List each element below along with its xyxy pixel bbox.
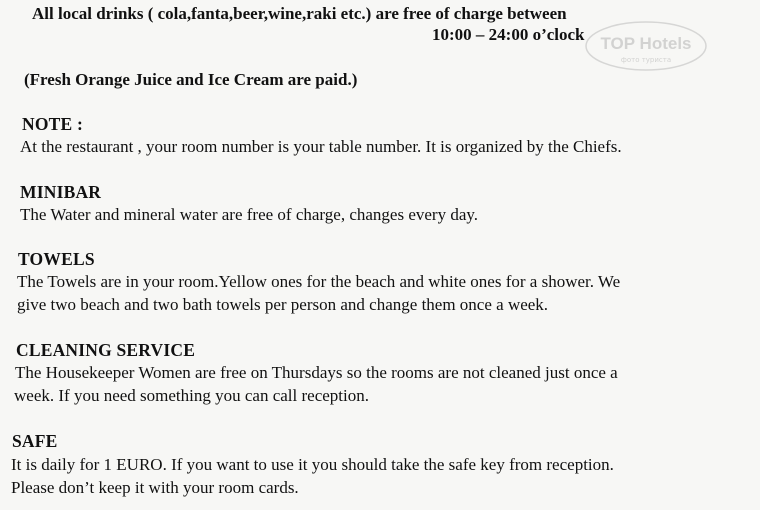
towels-heading: TOWELS	[18, 249, 95, 269]
towels-text-line-2: give two beach and two bath towels per person and change them once a week.	[17, 295, 549, 314]
safe-text-line-1: It is daily for 1 EURO. If you want to use it you should take the safe key from reception.	[11, 455, 614, 474]
safe-heading: SAFE	[12, 431, 58, 451]
watermark-logo	[584, 20, 708, 72]
watermark-text: TOP Hotels	[600, 34, 692, 53]
minibar-heading: MINIBAR	[20, 182, 102, 202]
safe-text-line-2: Please don’t keep it with your room cards.	[11, 478, 299, 497]
drinks-free-line: All local drinks ( cola,fanta,beer,wine,raki etc.) are free of charge between	[32, 4, 567, 23]
cleaning-text-line-2: week. If you need something you can call reception.	[14, 386, 369, 405]
cleaning-text-line-1: The Housekeeper Women are free on Thursdays so the rooms are not cleaned just once a	[15, 363, 618, 382]
towels-text-line-1: The Towels are in your room.Yellow ones for the beach and white ones for a shower. We	[17, 272, 621, 291]
minibar-text-line-1: The Water and mineral water are free of charge, changes every day.	[20, 205, 479, 224]
note-heading: NOTE :	[22, 114, 83, 134]
paid-items-note: (Fresh Orange Juice and Ice Cream are paid.)	[24, 70, 358, 89]
watermark-subtext: фото туриста	[620, 56, 672, 64]
drinks-hours-line: 10:00 – 24:00 o’clock	[432, 25, 585, 44]
cleaning-heading: CLEANING SERVICE	[16, 340, 196, 360]
note-text-line-1: At the restaurant , your room number is your table number. It is organized by the Chiefs.	[20, 137, 622, 156]
